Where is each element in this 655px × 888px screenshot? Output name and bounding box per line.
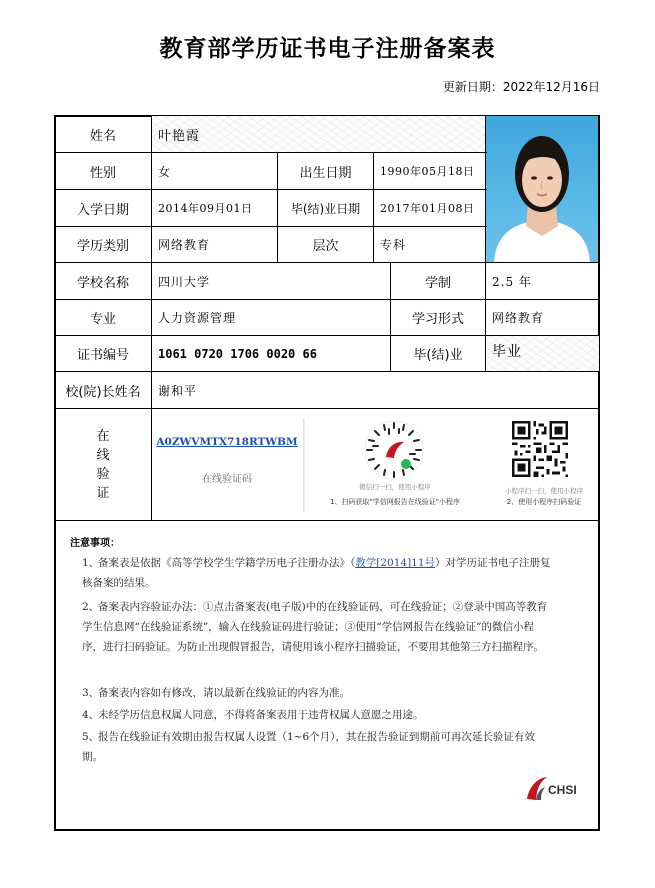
note-text: 未经学历信息权属人同意，不得将备案表用于违背权属人意愿之用途。 [98,709,424,721]
note-4 [82,705,552,725]
chsi-logo-text: CHSI [548,783,577,797]
edu-type-value: 网络教育 [158,238,211,252]
note-text: ）对学历证书电子注册复核备案的结果。 [82,557,551,589]
birth-value: 1990年05月18日 [380,165,475,178]
verify-code-link[interactable]: A0ZWVMTX718RTWBM [156,436,298,448]
online-verify-label [55,409,151,520]
entry-value: 2014年09月01日 [158,202,253,215]
grad-value: 2017年01月08日 [380,202,475,215]
birth-label: 出生日期 [299,165,352,181]
verify-code-caption: 在线验证码 [202,474,252,485]
note-number: 3、 [82,687,100,699]
note-text: 备案表内容如有修改，请以最新在线验证的内容为准。 [98,687,350,699]
student-photo [486,116,598,262]
verify-char: 证 [96,485,110,501]
grad-status-label: 毕(结)业 [413,348,463,363]
portrait-image [486,116,598,262]
note-number: 2、 [82,601,100,613]
name-value: 叶艳霞 [158,128,201,144]
chsi-logo [526,773,582,803]
duration-value: 2.5 年 [492,274,532,289]
note-1 [82,553,552,593]
verify-qr-code[interactable] [512,421,568,477]
gender-value: 女 [158,164,172,179]
verify-divider [303,418,305,512]
page-title: 教育部学历证书电子注册备案表 [159,36,496,62]
name-label: 姓名 [89,128,116,144]
verify-step-2: 2、使用小程序扫码验证 [506,498,582,506]
verify-step-1: 1、扫码获取"学信网报告在线验证"小程序 [330,498,460,506]
cert-no-label: 证书编号 [76,348,129,363]
update-date [443,78,600,95]
edu-type-label: 学历类别 [76,239,129,254]
verify-char: 在 [96,428,110,444]
president-label: 校(院)长姓名 [65,384,141,400]
note-number: 4、 [82,709,100,721]
grad-status-value: 毕业 [492,344,522,360]
update-label: 更新日期： [442,80,503,94]
update-value: 2022年12月16日 [502,80,600,94]
grad-label: 毕(结)业日期 [290,201,361,216]
qr-code-icon [512,421,568,477]
notes-title: 注意事项： [70,538,120,549]
note-number: 1、 [82,557,100,569]
entry-label: 入学日期 [76,202,129,218]
major-value: 人力资源管理 [158,311,237,325]
col-line [485,116,486,262]
verify-char: 验 [96,466,110,482]
row-line [55,520,599,521]
note-3 [82,683,552,703]
note-text: 备案表内容验证办法：①点击备案表(电子版)中的在线验证码，可在线验证；②登录中国高等教育学生信息网“在线验证系统”，输入在线验证码进行验证；③使用“学信网报告在线验证”的微信小程序，进行扫码验证。为防止出现假冒报告，请使用该小程序扫描验证，不要用其他第三方扫描程序。 [82,601,548,653]
president-value: 谢和平 [158,383,198,398]
school-value: 四川大学 [158,274,211,289]
verify-char: 线 [96,447,110,463]
level-label: 层次 [312,239,339,254]
chsi-bird-icon [526,775,548,801]
level-value: 专科 [380,238,407,252]
major-label: 专业 [89,312,116,327]
miniprogram-code-icon [364,420,424,480]
note-5 [82,727,552,767]
wechat-miniprogram-code[interactable] [364,420,424,480]
school-label: 学校名称 [76,275,129,291]
note-number: 5、 [82,731,100,743]
study-form-value: 网络教育 [492,311,545,325]
study-form-label: 学习形式 [411,312,464,327]
note-text: 报告在线验证有效期由报告权属人设置（1~6个月），其在报告验证到期前可再次延长验证有效期。 [82,731,535,763]
note-text: 备案表是依据《高等学校学生学籍学历电子注册办法》（ [98,557,356,569]
wechat-hint: 微信扫一扫，使用小程序 [359,483,431,491]
regulation-link[interactable]: 教学[2014]11号 [355,557,436,569]
mini-hint: 小程序扫一扫，使用小程序 [505,487,583,495]
duration-label: 学制 [424,275,451,291]
gender-label: 性别 [89,165,116,181]
cert-no-value: 1061 0720 1706 0020 66 [158,346,317,361]
note-2 [82,597,552,657]
